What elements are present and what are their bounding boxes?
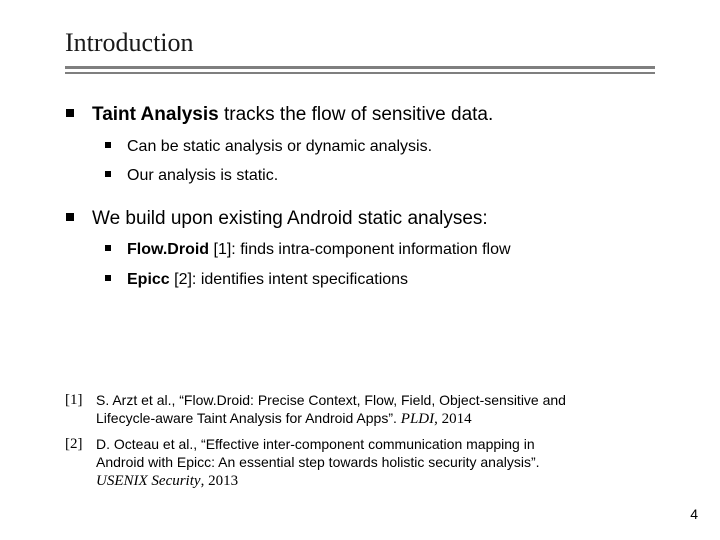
bullet-bold-term: Taint Analysis — [92, 104, 219, 125]
bullet-text — [92, 104, 493, 126]
reference-text — [96, 391, 645, 428]
reference-number: [1] — [65, 392, 83, 408]
square-bullet-icon — [105, 275, 111, 281]
sub-bullet-rest: [2]: identifies intent specifications — [169, 271, 409, 288]
title-rule-thick — [65, 66, 655, 69]
reference-line-2 — [96, 409, 645, 428]
sub-bullet-text: Our analysis is static. — [127, 167, 279, 184]
slide-title: Introduction — [65, 28, 194, 57]
sub-bullet-text — [127, 271, 408, 289]
bullet-text: We build upon existing Android static analyses: — [92, 208, 488, 229]
sub-bullet-epicc — [105, 271, 408, 289]
reference-2 — [65, 435, 645, 490]
square-bullet-icon — [105, 171, 111, 177]
reference-year: , 2014 — [434, 411, 472, 427]
sub-bullet-text — [127, 241, 511, 259]
sub-bullet-flowdroid — [105, 241, 511, 259]
sub-bullet-bold-term: Epicc — [127, 271, 170, 288]
reference-number: [2] — [65, 436, 83, 452]
reference-venue: PLDI — [400, 411, 435, 427]
sub-bullet-static-or-dynamic — [105, 138, 432, 156]
sub-bullet-bold-term: Flow.Droid — [127, 241, 210, 258]
square-bullet-icon — [105, 245, 111, 251]
reference-line-3 — [96, 471, 645, 490]
page-number: 4 — [690, 506, 698, 522]
reference-line-2-text: Lifecycle-aware Taint Analysis for Android Apps”. — [96, 410, 397, 426]
reference-line-1: D. Octeau et al., “Effective inter-component communication mapping in — [96, 436, 535, 452]
sub-bullet-text: Can be static analysis or dynamic analysis. — [127, 138, 433, 155]
title-rule-thin — [65, 72, 655, 74]
square-bullet-icon — [105, 142, 111, 148]
reference-1 — [65, 391, 645, 428]
sub-bullet-rest: [1]: finds intra-component information flow — [209, 241, 511, 258]
reference-year: , 2013 — [200, 473, 239, 489]
reference-line-2: Android with Epicc: An essential step towards holistic security analysis”. — [96, 454, 540, 470]
reference-line-1: S. Arzt et al., “Flow.Droid: Precise Context, Flow, Field, Object-sensitive and — [96, 392, 566, 408]
square-bullet-icon — [66, 213, 74, 221]
reference-text — [96, 435, 645, 490]
bullet-rest: tracks the flow of sensitive data. — [218, 104, 494, 125]
bullet-taint-analysis — [66, 104, 493, 126]
bullet-build-upon — [66, 208, 488, 230]
sub-bullet-our-analysis — [105, 167, 278, 185]
reference-venue: USENIX Security — [96, 473, 201, 489]
square-bullet-icon — [66, 109, 74, 117]
